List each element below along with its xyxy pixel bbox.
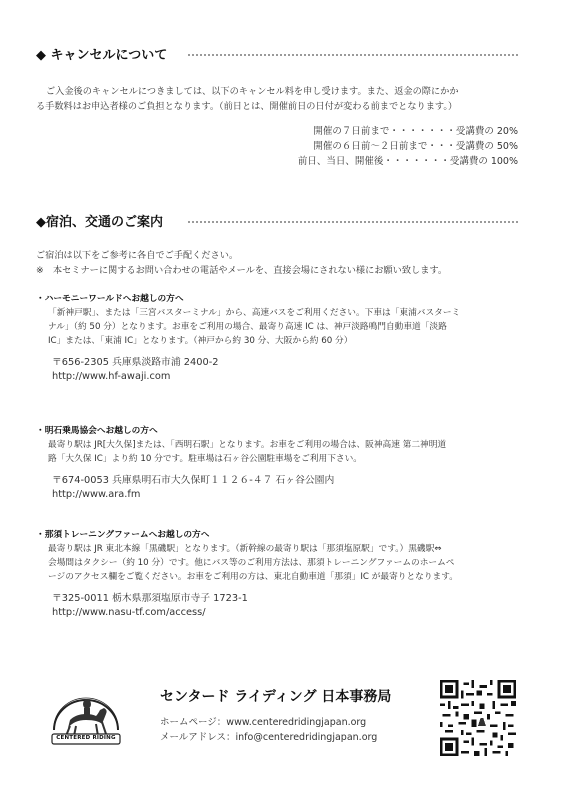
venue-desc-line: 最寄り駅は JR[大久保]または、「西明石駅」となります。お車をご利用の場合は、阪神高速 第二神明道: [48, 440, 447, 450]
venue-address: 〒325-0011 栃木県那須塩原市寺子 1723-1: [52, 593, 248, 604]
venue-title: ・那須トレーニングファームへお越しの方へ: [36, 530, 210, 540]
venue-desc-line: IC」または、「東浦 IC」となります。（神戸から約 30 分、大阪から約 60 分）: [48, 336, 353, 346]
venue-url-link[interactable]: http://www.ara.fm: [52, 489, 141, 500]
lodging-intro: [36, 248, 536, 278]
fee-row: 開催の６日前～２日前まで・・・受講費の 50%: [313, 141, 518, 152]
cancel-body: [36, 84, 536, 114]
venue-desc-line: ージのアクセス欄をご覧ください。お車をご利用の方は、東北自動車道「那須」IC が最寄りとなります。: [48, 572, 458, 582]
qr-code-icon: [440, 680, 516, 756]
lodging-heading-divider: [188, 221, 518, 223]
venue-harmony-world: [36, 292, 531, 384]
cancel-heading: ◆ キャンセルについて: [36, 48, 168, 63]
lodging-intro-line: ※ 本セミナーに関するお問い合わせの電話やメールを、直接会場にされない様にお願い致します。: [36, 265, 448, 276]
venue-desc-line: 会場間はタクシー（約 10 分）です。他にバス等のご利用方法は、那須トレーニングファームのホームペ: [48, 558, 455, 568]
venue-desc-line: 「新神戸駅」、または「三宮バスターミナル」から、高速バスをご利用ください。下車は「東浦バスターミ: [48, 308, 461, 318]
cancel-heading-divider: [188, 54, 518, 56]
fee-row: 開催の７日前まで・・・・・・・受講費の 20%: [313, 126, 518, 137]
email-text[interactable]: メールアドレス：info@centeredridingjapan.org: [160, 732, 378, 743]
venue-desc-line: ナル」（約 50 分）となります。お車をご利用の場合、最寄り高速 IC は、神戸淡路鳴門自動車道「淡路: [48, 322, 447, 332]
venue-desc-line: 路「大久保 IC」より約 10 分です。駐車場は石ヶ谷公園駐車場をご利用下さい。: [48, 454, 362, 464]
org-name: センタード ライディング 日本事務局: [160, 689, 392, 705]
lodging-heading: ◆宿泊、交通のご案内: [36, 215, 163, 230]
venue-address: 〒656-2305 兵庫県淡路市浦 2400-2: [52, 357, 219, 368]
venue-address: 〒674-0053 兵庫県明石市大久保町１１２６-４７ 石ヶ谷公園内: [52, 475, 335, 486]
venue-url-link[interactable]: http://www.nasu-tf.com/access/: [52, 607, 206, 618]
lodging-intro-line: ご宿泊は以下をご参考に各自でご手配ください。: [36, 250, 239, 261]
homepage-text[interactable]: ホームページ：www.centeredridingjapan.org: [160, 717, 367, 728]
cancel-body-line: ご入金後のキャンセルにつきましては、以下のキャンセル料を申し受けます。また、返金の際にかか: [46, 86, 459, 97]
venue-akashi-riding: [36, 424, 531, 502]
venue-title: ・明石乗馬協会へお越しの方へ: [36, 426, 158, 436]
venue-title: ・ハーモニーワールドへお越しの方へ: [36, 294, 184, 304]
venue-url-link[interactable]: http://www.hf-awaji.com: [52, 371, 171, 382]
fee-row: 前日、当日、開催後・・・・・・・受講費の 100%: [297, 156, 518, 167]
venue-desc-line: 最寄り駅は JR 東北本線「黒磯駅」となります。（新幹線の最寄り駅は「那須塩原駅」です。）黒磯駅⇔: [48, 544, 442, 554]
cancel-fee-table: [298, 124, 518, 169]
logo-text: CENTERED RIDING: [56, 735, 116, 741]
cancel-body-line: る手数料はお申込者様のご負担となります。（前日とは、開催前日の日付が変わる前までとなります。）: [36, 101, 458, 112]
venue-nasu-training-farm: [36, 528, 531, 620]
